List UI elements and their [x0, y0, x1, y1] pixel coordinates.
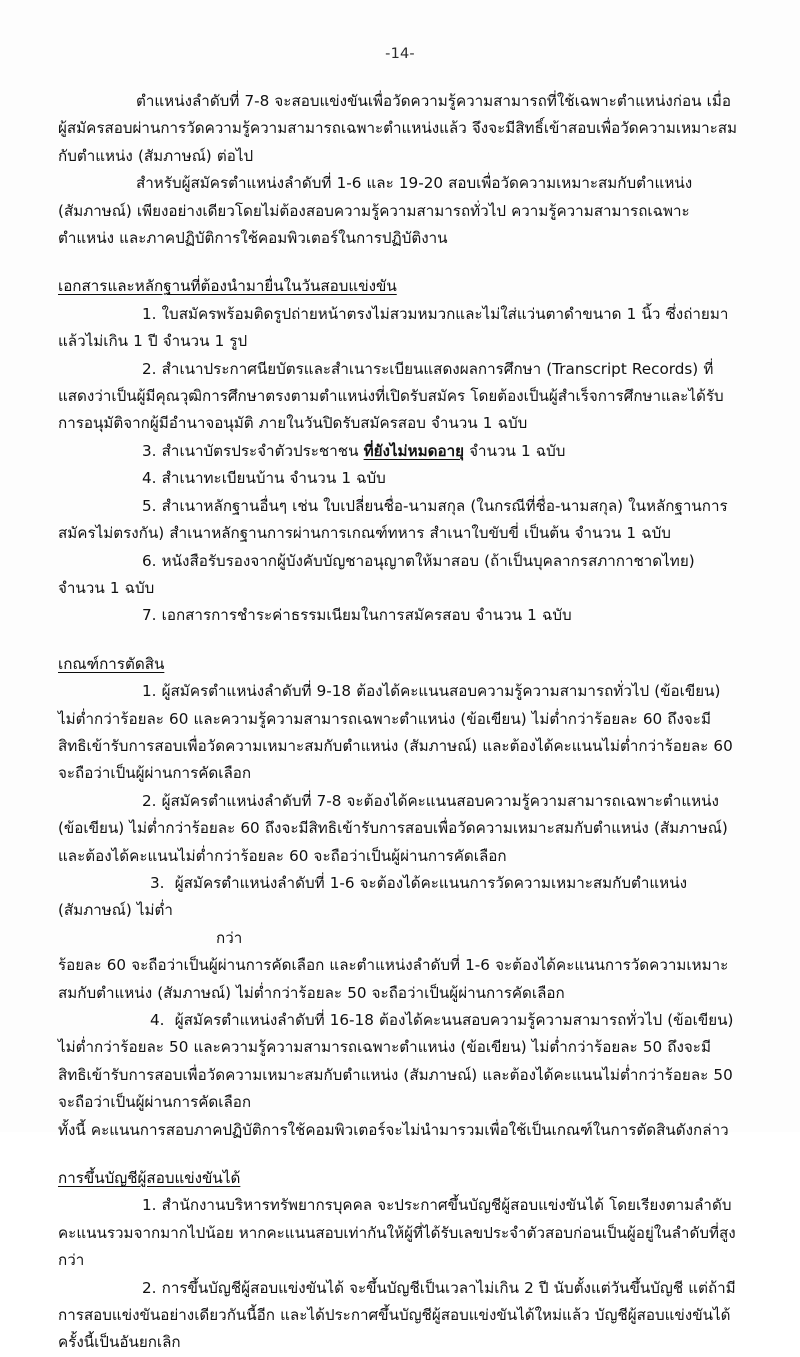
page-number: -14-: [385, 46, 415, 62]
documents-item-number-5: 5.: [142, 496, 157, 515]
criteria-list-item-1: [58, 678, 738, 788]
spacer: [58, 252, 738, 266]
documents-item-text-1: ใบสมัครพร้อมติดรูปถ่ายหน้าตรงไม่สวมหมวกและไม่ใส่แว่นตาดำขนาด 1 นิ้ว ซึ่งถ่ายมาแล้วไม่เกิน 1 ปี จำนวน 1 รูป: [58, 304, 729, 351]
documents-item-text-7: เอกสารการชำระค่าธรรมเนียมในการสมัครสอบ จำนวน 1 ฉบับ: [161, 606, 572, 625]
documents-item-text-3-after: จำนวน 1 ฉบับ: [464, 441, 566, 460]
documents-item-3-emphasis: ที่ยังไม่หมดอายุ: [363, 441, 465, 460]
document-body: [58, 88, 738, 1357]
documents-list-item-4: [58, 465, 738, 492]
documents-list-item-3: [58, 438, 738, 465]
criteria-item-text-4: ผู้สมัครตำแหน่งลำดับที่ 16-18 ต้องได้คะนนสอบความรู้ความสามารถทั่วไป (ข้อเขียน) ไม่ต่ำกว่าร้อยละ 50 และความรู้ความสามารถเฉพาะตำแหน่ง (ข้อเขียน) ไม่ต่ำกว่าร้อยละ 50 ถึงจะมีสิทธิเข้ารับการสอบเพื่อวัดความเหมาะสมกับตำแหน่ง (สัมภาษณ์) และต้องได้คะแนนไม่ต่ำกว่าร้อยละ 50 จะถือว่าเป็นผู้ผ่านการคัดเลือก: [58, 1011, 734, 1112]
documents-item-number-2: 2.: [142, 359, 157, 378]
spacer: [58, 630, 738, 644]
documents-item-text-4: สำเนาทะเบียนบ้าน จำนวน 1 ฉบับ: [161, 469, 386, 488]
criteria-item-text-1: ผู้สมัครตำแหน่งลำดับที่ 9-18 ต้องได้คะแนนสอบความรู้ความสามารถทั่วไป (ข้อเขียน) ไม่ต่ำกว่าร้อยละ 60 และความรู้ความสามารถเฉพาะตำแหน่ง (ข้อเขียน) ไม่ต่ำกว่าร้อยละ 60 ถึงจะมีสิทธิเข้ารับการสอบเพื่อวัดความเหมาะสมกับตำแหน่ง (สัมภาษณ์) และต้องได้คะแนนไม่ต่ำกว่าร้อยละ 60 จะถือว่าเป็นผู้ผ่านการคัดเลือก: [58, 682, 733, 783]
section-heading-listing: การขึ้นบัญชีผู้สอบแข่งขันได้: [58, 1169, 241, 1188]
criteria-item-text-3-line1: ผู้สมัครตำแหน่งลำดับที่ 1-6 จะต้องได้คะแนนการวัดความเหมาะสมกับตำแหน่ง (สัมภาษณ์) ไม่ต่ำ: [58, 873, 687, 920]
documents-item-number-7: 7.: [142, 606, 157, 625]
criteria-item-text-3-line2: กว่า: [216, 928, 243, 947]
listing-list-item-1: [58, 1192, 738, 1274]
section-heading-criteria-wrap: [58, 644, 738, 678]
documents-item-number-4: 4.: [142, 469, 157, 488]
documents-item-text-3-before: สำเนาบัตรประจำตัวประชาชน: [161, 441, 364, 460]
criteria-list-item-2: [58, 788, 738, 870]
criteria-item-number-4: 4.: [150, 1011, 165, 1029]
documents-list-item-1: [58, 301, 738, 356]
documents-list-item-6: [58, 548, 738, 603]
listing-item-number-2: 2.: [142, 1278, 157, 1297]
spacer: [58, 1144, 738, 1158]
listing-item-text-2: การขึ้นบัญชีผู้สอบแข่งขันได้ จะขึ้นบัญชีเป็นเวลาไม่เกิน 2 ปี นับตั้งแต่วันขึ้นบัญชี แต่ถ้ามีการสอบแข่งขันอย่างเดียวกันนี้อีก และได้ประกาศขึ้นบัญชีผู้สอบแข่งขันได้ใหม่แล้ว บัญชีผู้สอบแข่งขันได้ครั้งนี้เป็นอันยกเลิก: [58, 1278, 736, 1352]
documents-list-item-7: [58, 602, 738, 629]
criteria-item-number-1: 1.: [142, 682, 157, 701]
listing-list-item-2: [58, 1275, 738, 1357]
documents-item-text-2: สำเนาประกาศนียบัตรและสำเนาระเบียนแสดงผลการศึกษา (Transcript Records) ที่แสดงว่าเป็นผู้มีคุณวุฒิการศึกษาตรงตามตำแหน่งที่เปิดรับสมัคร โดยต้องเป็นผู้สำเร็จการศึกษาและได้รับการอนุมัติจากผู้มีอำนาจอนุมัติ ภายในวันปิดรับสมัครสอบ จำนวน 1 ฉบับ: [58, 359, 724, 433]
documents-item-text-6: หนังสือรับรองจากผู้บังคับบัญชาอนุญาตให้มาสอบ (ถ้าเป็นบุคลากรสภากาชาดไทย) จำนวน 1 ฉบับ: [58, 551, 695, 597]
section-heading-listing-wrap: [58, 1158, 738, 1192]
criteria-item-number-2: 2.: [142, 791, 157, 810]
criteria-closing-note: ทั้งนี้ คะแนนการสอบภาคปฏิบัติการใช้คอมพิวเตอร์จะไม่นำมารวมเพื่อใช้เป็นเกณฑ์ในการตัดสินดังกล่าว: [58, 1120, 729, 1139]
criteria-item-number-3: 3.: [150, 873, 165, 892]
documents-item-text-5: สำเนาหลักฐานอื่นๆ เช่น ใบเปลี่ยนชื่อ-นามสกุล (ในกรณีที่ชื่อ-นามสกุล) ในหลักฐานการสมัครไม่ตรงกัน) สำเนาหลักฐานการผ่านการเกณฑ์ทหาร สำเนาใบขับขี่ เป็นต้น จำนวน 1 ฉบับ: [58, 496, 728, 543]
criteria-list-item-4: [58, 1007, 738, 1117]
criteria-list-item-3-line1: [58, 870, 738, 925]
documents-list-item-5: [58, 493, 738, 548]
listing-item-number-1: 1.: [142, 1196, 157, 1215]
documents-item-number-6: 6.: [142, 551, 157, 570]
documents-item-number-1: 1.: [142, 304, 157, 323]
intro-paragraph-1: ตำแหน่งลำดับที่ 7-8 จะสอบแข่งขันเพื่อวัดความรู้ความสามารถที่ใช้เฉพาะตำแหน่งก่อน เมื่อผู้สมัครสอบผ่านการวัดความรู้ความสามารถเฉพาะตำแหน่งแล้ว จึงจะมีสิทธิ์เข้าสอบเพื่อวัดความเหมาะสมกับตำแหน่ง (สัมภาษณ์) ต่อไป: [58, 92, 738, 165]
intro-paragraph-2: สำหรับผู้สมัครตำแหน่งลำดับที่ 1-6 และ 19-20 สอบเพื่อวัดความเหมาะสมกับตำแหน่ง (สัมภาษณ์) เพียงอย่างเดียวโดยไม่ต้องสอบความรู้ความสามารถทั่วไป ความรู้ความสามารถเฉพาะตำแหน่ง และภาคปฏิบัติการใช้คอมพิวเตอร์ในการปฏิบัติงาน: [58, 174, 693, 248]
documents-item-number-3: 3.: [142, 441, 157, 460]
section-heading-documents: เอกสารและหลักฐานที่ต้องนำมายื่นในวันสอบแข่งขัน: [58, 277, 397, 296]
criteria-item-text-2: ผู้สมัครตำแหน่งลำดับที่ 7-8 จะต้องได้คะแนนสอบความรู้ความสามารถเฉพาะตำแหน่ง (ข้อเขียน) ไม่ต่ำกว่าร้อยละ 60 ถึงจะมีสิทธิเข้ารับการสอบเพื่อวัดความเหมาะสมกับตำแหน่ง (สัมภาษณ์) และต้องได้คะแนนไม่ต่ำกว่าร้อยละ 60 จะถือว่าเป็นผู้ผ่านการคัดเลือก: [58, 791, 728, 865]
section-heading-criteria: เกณฑ์การตัดสิน: [58, 654, 165, 673]
listing-item-text-1: สำนักงานบริหารทรัพยากรบุคคล จะประกาศขึ้นบัญชีผู้สอบแข่งขันได้ โดยเรียงตามลำดับคะแนนรวมจากมากไปน้อย หากคะแนนสอบเท่ากันให้ผู้ที่ได้รับเลขประจำตัวสอบก่อนเป็นผู้อยู่ในลำดับที่สูงกว่า: [58, 1196, 736, 1270]
documents-list-item-2: [58, 356, 738, 438]
section-heading-documents-wrap: [58, 266, 738, 300]
criteria-item-text-3-rest: ร้อยละ 60 จะถือว่าเป็นผู้ผ่านการคัดเลือก และตำแหน่งลำดับที่ 1-6 จะต้องได้คะแนนการวัดความเหมาะสมกับตำแหน่ง (สัมภาษณ์) ไม่ต่ำกว่าร้อยละ 50 จะถือว่าเป็นผู้ผ่านการคัดเลือก: [58, 956, 729, 1002]
